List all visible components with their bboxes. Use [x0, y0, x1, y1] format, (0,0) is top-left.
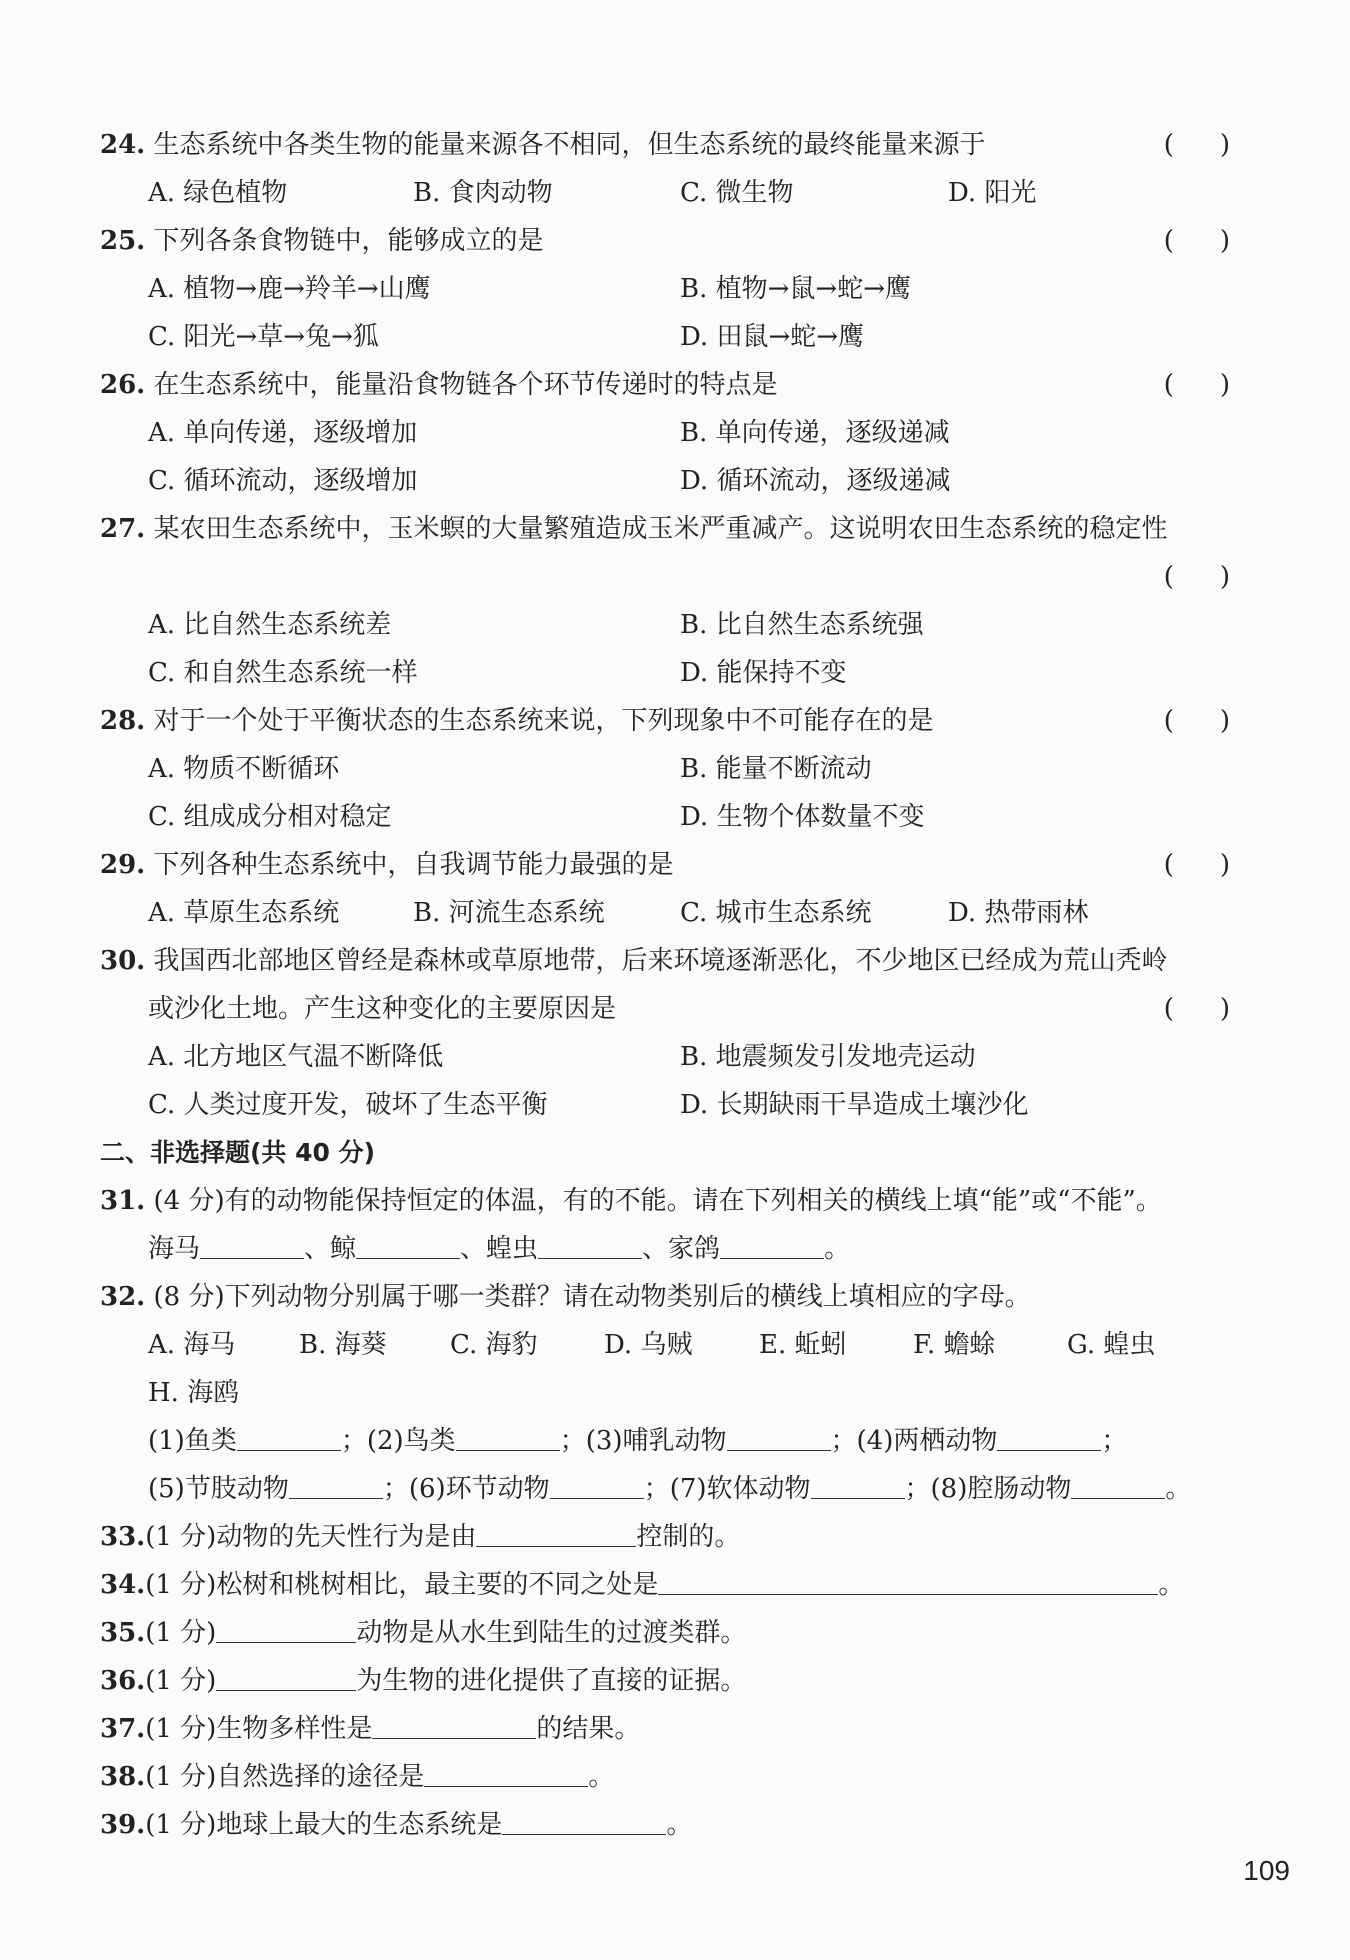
question-34 [100, 1561, 1230, 1609]
item-label: 、蝗虫 [460, 1234, 539, 1264]
question-29 [100, 841, 1230, 889]
question-30-cont [100, 985, 1230, 1033]
question-number: 36. [100, 1666, 146, 1696]
answer-blank[interactable] [997, 1420, 1101, 1451]
answer-bracket[interactable]: ( ) [1163, 130, 1230, 160]
option-b[interactable]: B. 单向传递，逐级递减 [680, 418, 950, 448]
answer-bracket[interactable]: ( ) [1163, 226, 1230, 256]
option-b[interactable]: B. 河流生态系统 [413, 898, 605, 928]
option-a[interactable]: A. 北方地区气温不断降低 [148, 1042, 444, 1072]
question-number: 24. [100, 130, 146, 160]
question-text: (1 分)生物多样性是 [145, 1714, 373, 1744]
section-title: 二、非选择题(共 40 分) [100, 1138, 376, 1167]
question-text: 控制的。 [636, 1522, 741, 1552]
option-b[interactable]: B. 地震频发引发地壳运动 [680, 1042, 976, 1072]
option-d[interactable]: D. 能保持不变 [680, 658, 847, 688]
category-label: 。 [1165, 1474, 1192, 1504]
answer-blank[interactable] [237, 1420, 341, 1451]
options-row [100, 793, 1230, 841]
category-label: ；(3)哺乳动物 [559, 1426, 727, 1456]
option-c[interactable]: C. 和自然生态系统一样 [148, 658, 418, 688]
category-label: (5)节肢动物 [148, 1474, 289, 1504]
question-number: 27. [100, 514, 146, 544]
question-text: 动物是从水生到陆生的过渡类群。 [356, 1618, 747, 1648]
question-text: 。 [1158, 1570, 1185, 1600]
animal-item: B. 海葵 [299, 1330, 387, 1360]
options-row [100, 265, 1230, 313]
answer-blank[interactable] [200, 1228, 304, 1259]
question-33 [100, 1513, 1230, 1561]
options-row [100, 313, 1230, 361]
options-row [100, 649, 1230, 697]
question-text: 。 [588, 1762, 615, 1792]
question-number: 25. [100, 226, 146, 256]
question-text: 生态系统中各类生物的能量来源各不相同，但生态系统的最终能量来源于 [153, 130, 986, 160]
answer-bracket[interactable]: ( ) [1163, 850, 1230, 880]
option-c[interactable]: C. 组成成分相对稳定 [148, 802, 392, 832]
answer-blank[interactable] [476, 1516, 636, 1547]
fill-row [100, 1465, 1230, 1513]
animal-item: D. 乌贼 [604, 1330, 693, 1360]
item-label: 海马 [148, 1234, 201, 1264]
category-label: (1)鱼类 [148, 1426, 237, 1456]
option-d[interactable]: D. 循环流动，逐级递减 [680, 466, 951, 496]
section-heading [100, 1129, 1230, 1177]
options-row [100, 457, 1230, 505]
question-number: 29. [100, 850, 146, 880]
option-d[interactable]: D. 阳光 [948, 178, 1037, 208]
answer-blank[interactable] [727, 1420, 831, 1451]
category-label: ；(7)软体动物 [643, 1474, 811, 1504]
option-c[interactable]: C. 微生物 [680, 178, 794, 208]
options-row [100, 1033, 1230, 1081]
question-text: (1 分)地球上最大的生态系统是 [145, 1810, 503, 1840]
animal-item: C. 海豹 [450, 1330, 538, 1360]
option-c[interactable]: C. 城市生态系统 [680, 898, 872, 928]
category-label: ；(8)腔肠动物 [904, 1474, 1072, 1504]
option-d[interactable]: D. 长期缺雨干旱造成土壤沙化 [680, 1090, 1029, 1120]
question-text: 我国西北部地区曾经是森林或草原地带，后来环境逐渐恶化，不少地区已经成为荒山秃岭 [153, 946, 1168, 976]
option-a[interactable]: A. 比自然生态系统差 [148, 610, 392, 640]
animal-item: E. 蚯蚓 [759, 1330, 847, 1360]
question-38 [100, 1753, 1230, 1801]
category-label: ；(4)两栖动物 [830, 1426, 998, 1456]
question-text: 在生态系统中，能量沿食物链各个环节传递时的特点是 [153, 370, 778, 400]
item-label: 。 [824, 1234, 851, 1264]
answer-blank[interactable] [456, 1420, 560, 1451]
question-25 [100, 217, 1230, 265]
answer-bracket[interactable]: ( ) [1163, 706, 1230, 736]
option-c[interactable]: C. 阳光→草→兔→狐 [148, 322, 379, 352]
question-text: 某农田生态系统中，玉米螟的大量繁殖造成玉米严重减产。这说明农田生态系统的稳定性 [153, 514, 1168, 544]
question-26 [100, 361, 1230, 409]
item-label: 、鲸 [304, 1234, 357, 1264]
option-a[interactable]: A. 物质不断循环 [148, 754, 340, 784]
options-row [100, 601, 1230, 649]
option-a[interactable]: A. 草原生态系统 [148, 898, 340, 928]
question-text: 。 [666, 1810, 693, 1840]
option-a[interactable]: A. 绿色植物 [148, 178, 288, 208]
bracket-row [100, 553, 1230, 601]
animal-list-row [100, 1369, 1230, 1417]
answer-blank[interactable] [1071, 1468, 1165, 1499]
option-c[interactable]: C. 循环流动，逐级增加 [148, 466, 418, 496]
option-b[interactable]: B. 比自然生态系统强 [680, 610, 924, 640]
options-row [100, 889, 1230, 937]
option-d[interactable]: D. 生物个体数量不变 [680, 802, 925, 832]
question-number: 33. [100, 1522, 146, 1552]
question-27 [100, 505, 1230, 553]
fill-row [100, 1417, 1230, 1465]
category-label: ；(6)环节动物 [382, 1474, 550, 1504]
option-b[interactable]: B. 能量不断流动 [680, 754, 872, 784]
option-d[interactable]: D. 田鼠→蛇→鹰 [680, 322, 865, 352]
options-row [100, 409, 1230, 457]
option-a[interactable]: A. 植物→鹿→羚羊→山鹰 [148, 274, 431, 304]
answer-blank[interactable] [720, 1228, 824, 1259]
question-text: 为生物的进化提供了直接的证据。 [356, 1666, 747, 1696]
question-text: (1 分)动物的先天性行为是由 [145, 1522, 477, 1552]
animal-item: G. 蝗虫 [1067, 1330, 1156, 1360]
answer-blank[interactable] [216, 1612, 356, 1643]
question-text: (8 分)下列动物分别属于哪一类群？请在动物类别后的横线上填相应的字母。 [153, 1282, 1031, 1312]
question-number: 28. [100, 706, 146, 736]
question-number: 31. [100, 1186, 146, 1216]
question-number: 39. [100, 1810, 146, 1840]
question-number: 37. [100, 1714, 146, 1744]
question-24 [100, 121, 1230, 169]
question-37 [100, 1705, 1230, 1753]
answer-blank[interactable] [550, 1468, 644, 1499]
answer-blank[interactable] [356, 1228, 460, 1259]
animal-item: H. 海鸥 [148, 1378, 240, 1408]
options-row [100, 745, 1230, 793]
answer-blank[interactable] [502, 1804, 666, 1835]
question-text: (1 分)自然选择的途径是 [145, 1762, 425, 1792]
question-text: 对于一个处于平衡状态的生态系统来说，下列现象中不可能存在的是 [153, 706, 934, 736]
question-text: 的结果。 [536, 1714, 641, 1744]
question-text: 下列各种生态系统中，自我调节能力最强的是 [153, 850, 674, 880]
option-c[interactable]: C. 人类过度开发，破坏了生态平衡 [148, 1090, 548, 1120]
question-32 [100, 1273, 1230, 1321]
option-b[interactable]: B. 食肉动物 [413, 178, 553, 208]
answer-blank[interactable] [372, 1708, 536, 1739]
animal-item: A. 海马 [148, 1330, 236, 1360]
animal-item: F. 蟾蜍 [913, 1330, 996, 1360]
question-number: 38. [100, 1762, 146, 1792]
question-number: 34. [100, 1570, 146, 1600]
answer-blank[interactable] [216, 1660, 356, 1691]
fill-row [100, 1225, 1230, 1273]
question-36 [100, 1657, 1230, 1705]
question-number: 30. [100, 946, 146, 976]
options-row [100, 1081, 1230, 1129]
answer-bracket[interactable]: ( ) [1163, 370, 1230, 400]
item-label: 、家鸽 [642, 1234, 721, 1264]
question-35 [100, 1609, 1230, 1657]
question-30 [100, 937, 1230, 985]
answer-blank[interactable] [424, 1756, 588, 1787]
animal-list-row [100, 1321, 1230, 1369]
answer-bracket[interactable]: ( ) [1163, 562, 1230, 592]
question-number: 32. [100, 1282, 146, 1312]
question-text: (1 分) [145, 1666, 217, 1696]
question-31 [100, 1177, 1230, 1225]
answer-blank[interactable] [811, 1468, 905, 1499]
question-text: 下列各条食物链中，能够成立的是 [153, 226, 544, 256]
question-text: (4 分)有的动物能保持恒定的体温，有的不能。请在下列相关的横线上填“能”或“不能”。 [153, 1186, 1162, 1216]
question-text: (1 分) [145, 1618, 217, 1648]
question-39 [100, 1801, 1230, 1849]
answer-bracket[interactable]: ( ) [1163, 994, 1230, 1024]
question-28 [100, 697, 1230, 745]
options-row [100, 169, 1230, 217]
question-number: 35. [100, 1618, 146, 1648]
option-b[interactable]: B. 植物→鼠→蛇→鹰 [680, 274, 911, 304]
question-number: 26. [100, 370, 146, 400]
question-text: (1 分)松树和桃树相比，最主要的不同之处是 [145, 1570, 659, 1600]
answer-blank[interactable] [658, 1564, 1158, 1595]
option-a[interactable]: A. 单向传递，逐级增加 [148, 418, 418, 448]
page-number: 109 [1243, 1855, 1290, 1886]
question-text-cont: 或沙化土地。产生这种变化的主要原因是 [148, 994, 617, 1024]
answer-blank[interactable] [289, 1468, 383, 1499]
category-label: ；(2)鸟类 [340, 1426, 456, 1456]
answer-blank[interactable] [538, 1228, 642, 1259]
option-d[interactable]: D. 热带雨林 [948, 898, 1089, 928]
category-label: ； [1101, 1426, 1128, 1456]
